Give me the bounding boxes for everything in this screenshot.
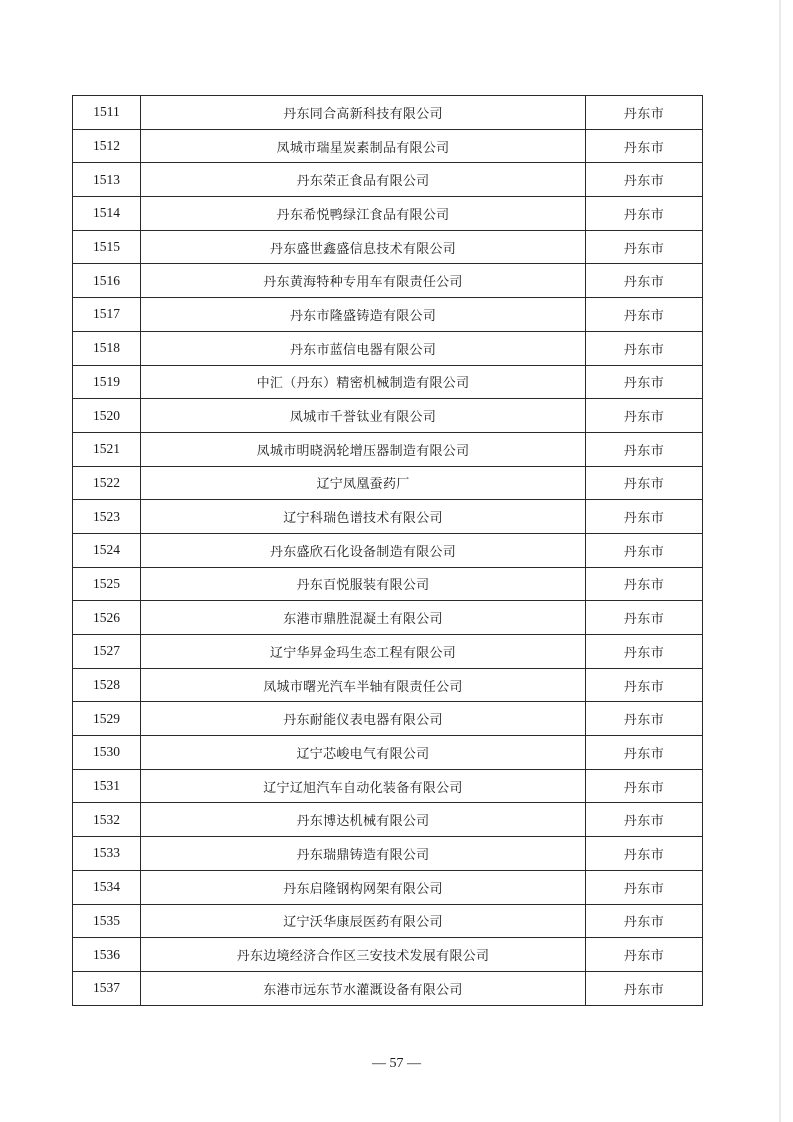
table-row	[73, 298, 703, 332]
company-name-cell: 丹东耐能仪表电器有限公司	[141, 702, 586, 736]
table-row	[73, 938, 703, 972]
row-number-cell: 1523	[73, 500, 141, 534]
company-name-cell: 丹东瑞鼎铸造有限公司	[141, 837, 586, 871]
city-cell: 丹东市	[586, 197, 703, 231]
company-name-cell: 辽宁芯峻电气有限公司	[141, 736, 586, 770]
city-cell: 丹东市	[586, 533, 703, 567]
table-row	[73, 365, 703, 399]
row-number-cell: 1525	[73, 567, 141, 601]
table-row	[73, 96, 703, 130]
row-number-cell: 1531	[73, 769, 141, 803]
row-number-cell: 1519	[73, 365, 141, 399]
table-row	[73, 971, 703, 1005]
row-number-cell: 1533	[73, 837, 141, 871]
city-cell: 丹东市	[586, 466, 703, 500]
company-name-cell: 辽宁科瑞色谱技术有限公司	[141, 500, 586, 534]
city-cell: 丹东市	[586, 870, 703, 904]
city-cell: 丹东市	[586, 769, 703, 803]
company-name-cell: 丹东盛世鑫盛信息技术有限公司	[141, 230, 586, 264]
company-name-cell: 丹东边境经济合作区三安技术发展有限公司	[141, 938, 586, 972]
company-name-cell: 丹东希悦鸭绿江食品有限公司	[141, 197, 586, 231]
company-name-cell: 东港市远东节水灌溉设备有限公司	[141, 971, 586, 1005]
city-cell: 丹东市	[586, 601, 703, 635]
row-number-cell: 1520	[73, 399, 141, 433]
table-row	[73, 230, 703, 264]
city-cell: 丹东市	[586, 298, 703, 332]
table-row	[73, 399, 703, 433]
table-row	[73, 702, 703, 736]
table-row	[73, 870, 703, 904]
company-name-cell: 丹东同合高新科技有限公司	[141, 96, 586, 130]
company-name-cell: 中汇（丹东）精密机械制造有限公司	[141, 365, 586, 399]
city-cell: 丹东市	[586, 803, 703, 837]
city-cell: 丹东市	[586, 971, 703, 1005]
city-cell: 丹东市	[586, 635, 703, 669]
row-number-cell: 1526	[73, 601, 141, 635]
row-number-cell: 1532	[73, 803, 141, 837]
city-cell: 丹东市	[586, 129, 703, 163]
company-name-cell: 辽宁华昇金玛生态工程有限公司	[141, 635, 586, 669]
city-cell: 丹东市	[586, 904, 703, 938]
company-roster-table	[72, 95, 703, 1006]
table-row	[73, 736, 703, 770]
company-name-cell: 凤城市明晓涡轮增压器制造有限公司	[141, 432, 586, 466]
company-name-cell: 丹东启隆钢构网架有限公司	[141, 870, 586, 904]
city-cell: 丹东市	[586, 500, 703, 534]
city-cell: 丹东市	[586, 668, 703, 702]
table-row	[73, 668, 703, 702]
city-cell: 丹东市	[586, 264, 703, 298]
table-row	[73, 567, 703, 601]
row-number-cell: 1511	[73, 96, 141, 130]
city-cell: 丹东市	[586, 837, 703, 871]
row-number-cell: 1514	[73, 197, 141, 231]
company-name-cell: 辽宁凤凰蚕药厂	[141, 466, 586, 500]
row-number-cell: 1530	[73, 736, 141, 770]
company-name-cell: 丹东市隆盛铸造有限公司	[141, 298, 586, 332]
row-number-cell: 1516	[73, 264, 141, 298]
scan-edge-line	[779, 0, 781, 1122]
table-row	[73, 904, 703, 938]
company-name-cell: 丹东博达机械有限公司	[141, 803, 586, 837]
city-cell: 丹东市	[586, 399, 703, 433]
company-name-cell: 凤城市曙光汽车半轴有限责任公司	[141, 668, 586, 702]
city-cell: 丹东市	[586, 163, 703, 197]
city-cell: 丹东市	[586, 702, 703, 736]
page-number: — 57 —	[372, 1056, 421, 1071]
table-row	[73, 769, 703, 803]
company-name-cell: 辽宁沃华康辰医药有限公司	[141, 904, 586, 938]
row-number-cell: 1522	[73, 466, 141, 500]
table-row	[73, 601, 703, 635]
table-row	[73, 264, 703, 298]
city-cell: 丹东市	[586, 938, 703, 972]
row-number-cell: 1537	[73, 971, 141, 1005]
city-cell: 丹东市	[586, 567, 703, 601]
table-row	[73, 635, 703, 669]
city-cell: 丹东市	[586, 230, 703, 264]
table-row	[73, 432, 703, 466]
row-number-cell: 1536	[73, 938, 141, 972]
table-row	[73, 331, 703, 365]
table-row	[73, 129, 703, 163]
table-row	[73, 466, 703, 500]
table-row	[73, 803, 703, 837]
row-number-cell: 1528	[73, 668, 141, 702]
company-name-cell: 东港市鼎胜混凝土有限公司	[141, 601, 586, 635]
row-number-cell: 1512	[73, 129, 141, 163]
table-row	[73, 197, 703, 231]
city-cell: 丹东市	[586, 432, 703, 466]
company-name-cell: 丹东荣正食品有限公司	[141, 163, 586, 197]
company-name-cell: 丹东盛欣石化设备制造有限公司	[141, 533, 586, 567]
company-name-cell: 丹东百悦服装有限公司	[141, 567, 586, 601]
table-row	[73, 837, 703, 871]
company-name-cell: 丹东市蓝信电器有限公司	[141, 331, 586, 365]
company-name-cell: 凤城市瑞星炭素制品有限公司	[141, 129, 586, 163]
row-number-cell: 1529	[73, 702, 141, 736]
company-name-cell: 凤城市千誉钛业有限公司	[141, 399, 586, 433]
row-number-cell: 1535	[73, 904, 141, 938]
table-row	[73, 500, 703, 534]
roster-table-body	[73, 96, 703, 1006]
row-number-cell: 1515	[73, 230, 141, 264]
city-cell: 丹东市	[586, 365, 703, 399]
company-name-cell: 辽宁辽旭汽车自动化装备有限公司	[141, 769, 586, 803]
row-number-cell: 1534	[73, 870, 141, 904]
row-number-cell: 1517	[73, 298, 141, 332]
table-row	[73, 163, 703, 197]
city-cell: 丹东市	[586, 331, 703, 365]
row-number-cell: 1513	[73, 163, 141, 197]
company-name-cell: 丹东黄海特种专用车有限责任公司	[141, 264, 586, 298]
city-cell: 丹东市	[586, 736, 703, 770]
row-number-cell: 1524	[73, 533, 141, 567]
city-cell: 丹东市	[586, 96, 703, 130]
table-row	[73, 533, 703, 567]
row-number-cell: 1518	[73, 331, 141, 365]
row-number-cell: 1521	[73, 432, 141, 466]
row-number-cell: 1527	[73, 635, 141, 669]
